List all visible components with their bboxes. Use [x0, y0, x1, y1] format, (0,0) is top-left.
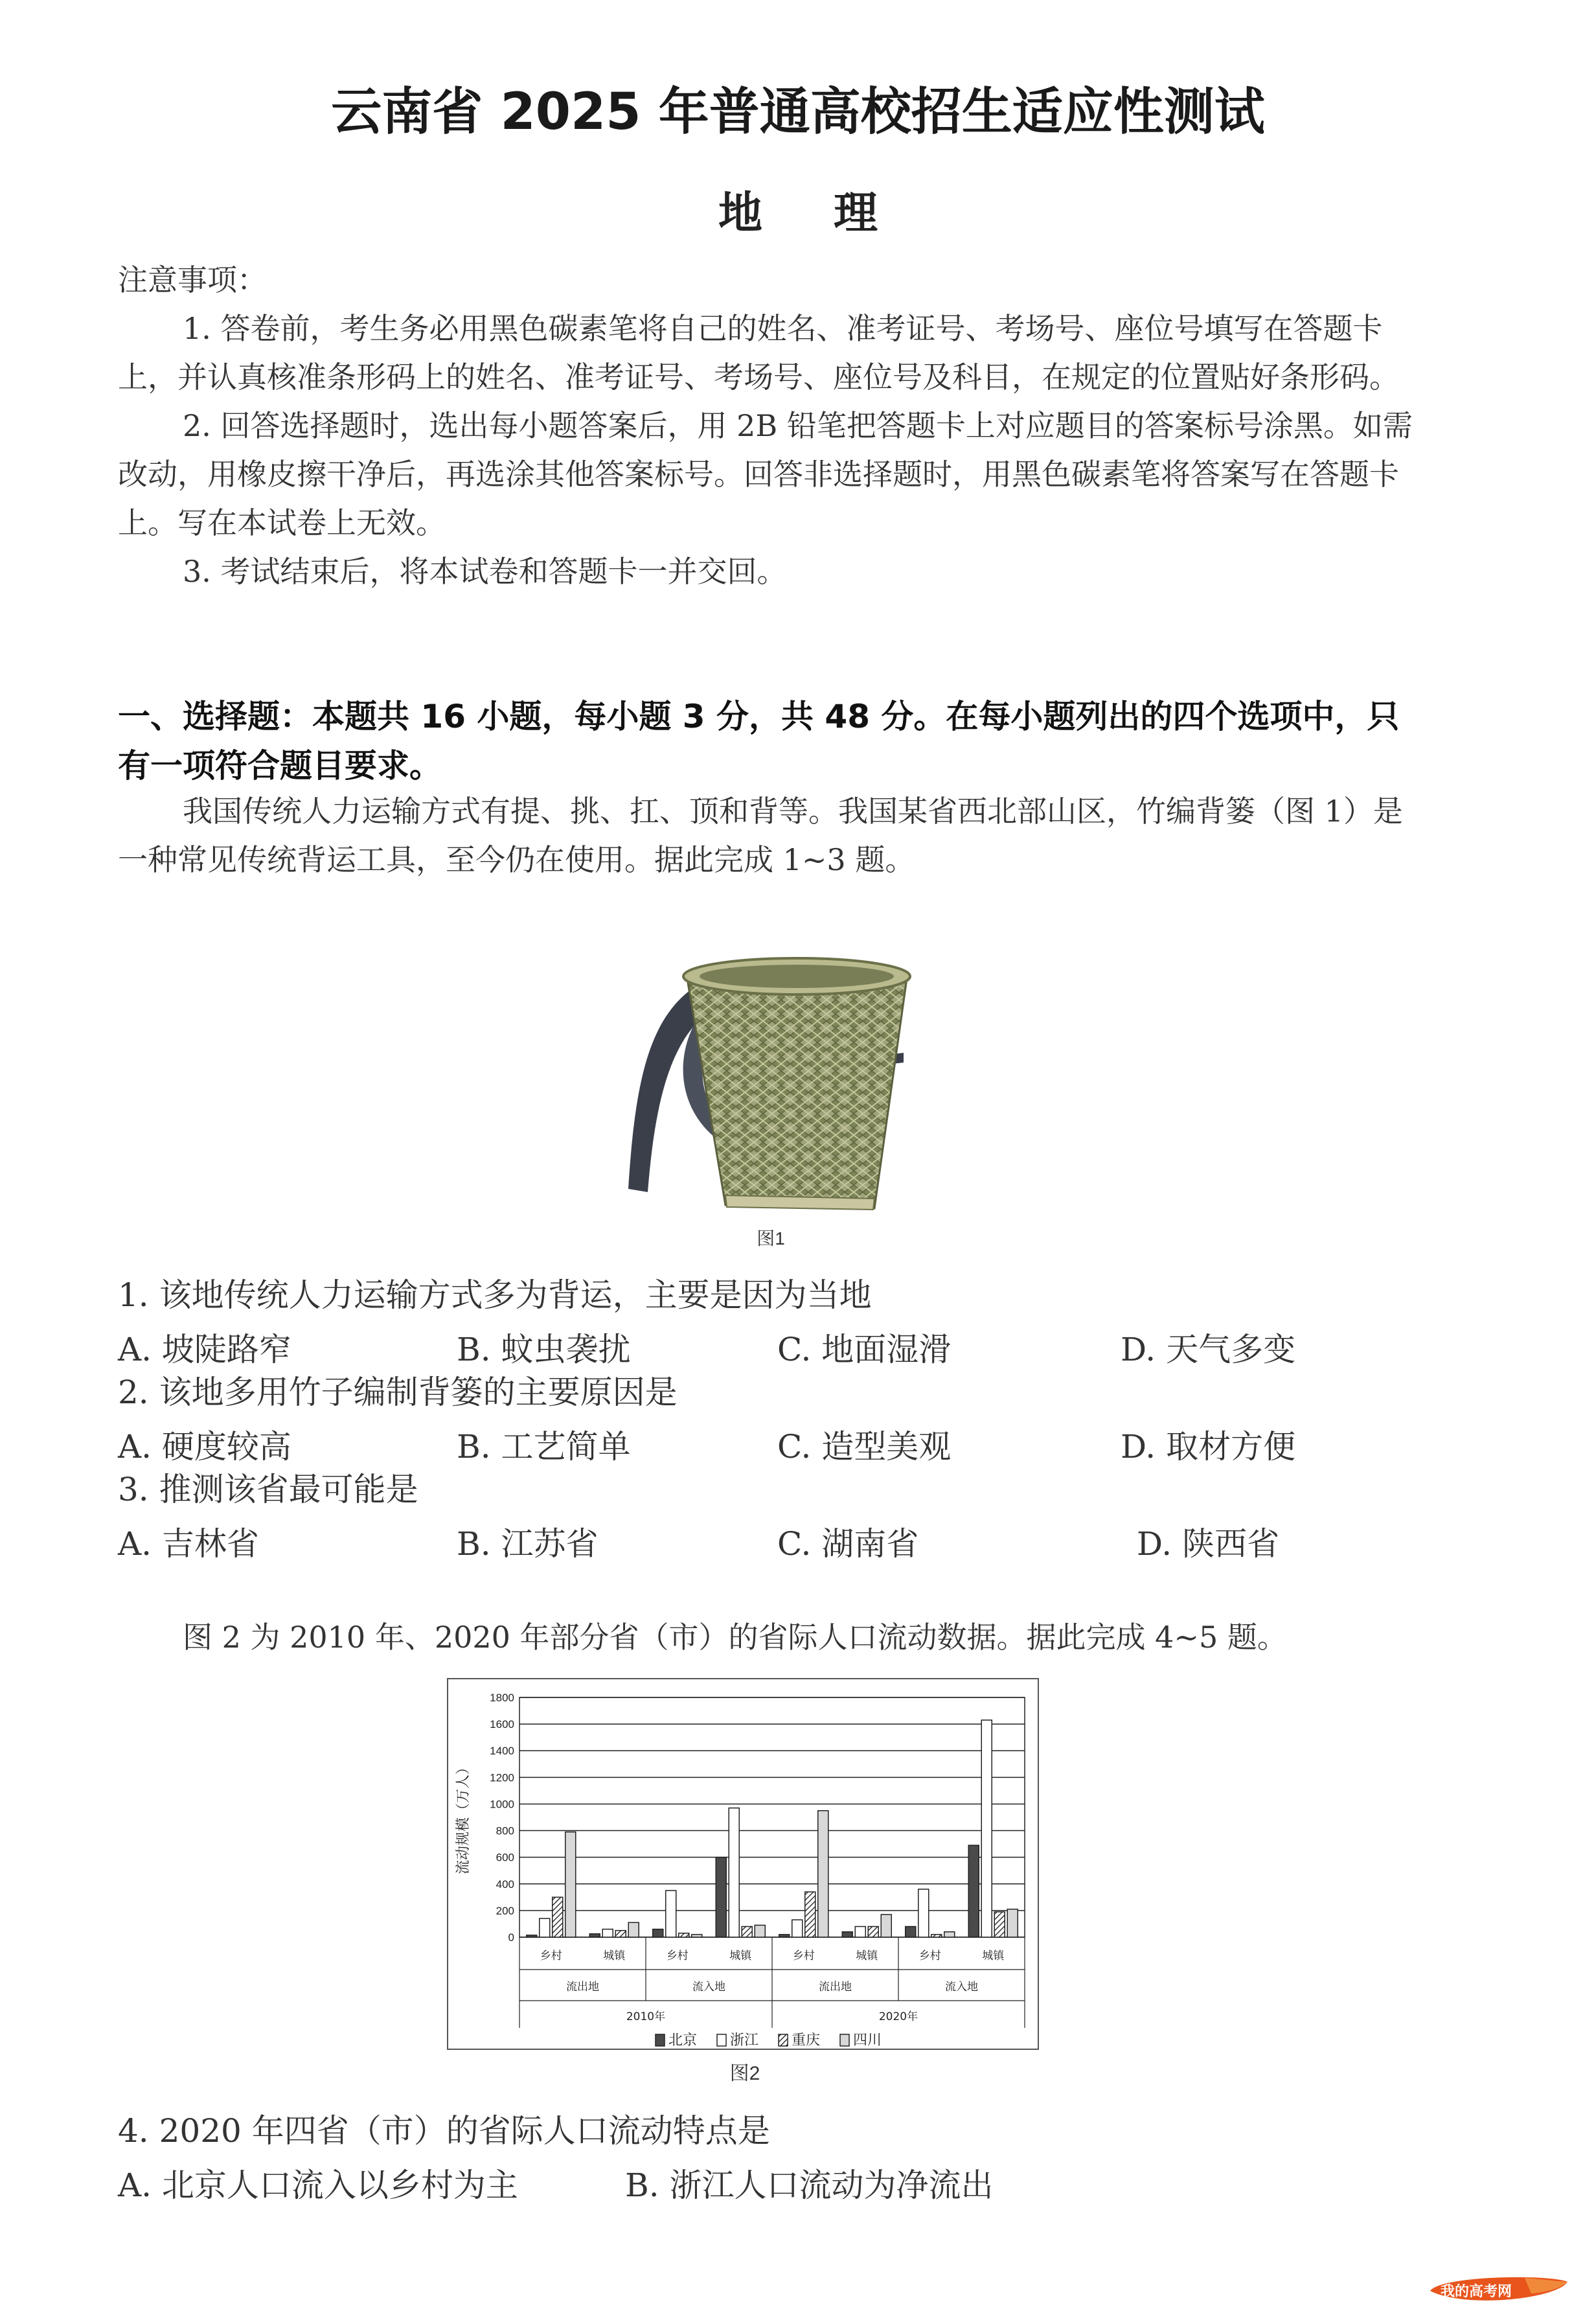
y-tick-label: 800	[496, 1824, 514, 1837]
question-2-stem: 2. 该地多用竹子编制背篓的主要原因是	[118, 1374, 678, 1411]
bar-四川	[944, 1932, 955, 1937]
bar-重庆	[553, 1897, 563, 1937]
y-tick-label: 200	[496, 1904, 514, 1917]
figure1-caption: 图1	[757, 1228, 785, 1248]
bar-浙江	[729, 1808, 739, 1937]
bar-北京	[906, 1927, 916, 1937]
bar-四川	[881, 1914, 891, 1937]
q3-option-d: D. 陕西省	[1137, 1525, 1280, 1563]
intro-paragraph	[118, 787, 1413, 884]
bar-四川	[628, 1922, 639, 1937]
bar-北京	[527, 1935, 537, 1937]
site-watermark-logo	[1428, 2273, 1570, 2309]
q2-option-a: A. 硬度较高	[118, 1428, 291, 1466]
notice-item-3: 3. 考试结束后，将本试卷和答题卡一并交回。	[183, 554, 787, 589]
bar-四川	[755, 1925, 765, 1938]
bar-重庆	[868, 1927, 878, 1937]
y-tick-label: 400	[496, 1878, 514, 1891]
x-group-label: 流出地	[566, 1981, 599, 1994]
q1-option-a: A. 坡陡路窄	[118, 1331, 291, 1368]
q2-option-d: D. 取材方便	[1121, 1428, 1296, 1466]
intro2-text: 图 2 为 2010 年、2020 年部分省（市）的省际人口流动数据。据此完成 4~5 题。	[183, 1620, 1287, 1655]
legend-swatch-北京	[656, 2034, 665, 2046]
legend-swatch-浙江	[717, 2034, 726, 2046]
subject-title: 地理	[718, 188, 949, 239]
bar-四川	[565, 1832, 576, 1937]
plot-area-border	[519, 1697, 1025, 1937]
x-group-label: 流入地	[692, 1981, 725, 1994]
figure1-basket-image	[609, 943, 920, 1228]
intro2-paragraph	[118, 1613, 1413, 1662]
x-category-label: 城镇	[729, 1949, 752, 1962]
y-tick-label: 600	[496, 1851, 514, 1864]
x-year-label: 2020年	[878, 2010, 918, 2023]
bar-四川	[1007, 1909, 1018, 1937]
bar-浙江	[540, 1918, 550, 1937]
bar-北京	[842, 1932, 852, 1937]
y-tick-label: 1200	[490, 1771, 514, 1784]
y-axis-label: 流动规模（万人）	[455, 1760, 472, 1875]
bar-浙江	[981, 1720, 992, 1937]
bar-北京	[716, 1857, 726, 1937]
q3-option-a: A. 吉林省	[118, 1525, 259, 1563]
y-tick-label: 1000	[490, 1798, 514, 1811]
page-title: 云南省 2025 年普通高校招生适应性测试	[331, 83, 1265, 141]
x-category-label: 城镇	[982, 1949, 1005, 1962]
x-category-label: 乡村	[540, 1949, 562, 1962]
bar-重庆	[931, 1935, 942, 1937]
legend-label-重庆: 重庆	[792, 2032, 821, 2049]
q3-option-b: B. 江苏省	[457, 1525, 598, 1563]
x-year-label: 2010年	[626, 2010, 666, 2023]
q1-option-b: B. 蚊虫袭扰	[457, 1331, 631, 1368]
bar-北京	[653, 1929, 663, 1937]
bar-重庆	[742, 1927, 752, 1937]
bar-浙江	[602, 1929, 613, 1937]
legend-label-北京: 北京	[668, 2032, 698, 2049]
x-category-label: 城镇	[856, 1949, 878, 1962]
question-4-stem: 4. 2020 年四省（市）的省际人口流动特点是	[118, 2112, 770, 2150]
bar-北京	[779, 1935, 790, 1937]
notice-item-2: 2. 回答选择题时，选出每小题答案后，用 2B 铅笔把答题卡上对应题目的答案标号涂黑。如需改动，用橡皮擦干净后，再选涂其他答案标号。回答非选择题时，用黑色碳素笔将答案写在答题卡上。写在本试卷上无效。	[118, 408, 1413, 540]
bar-北京	[589, 1934, 600, 1937]
question-3-stem: 3. 推测该省最可能是	[118, 1471, 418, 1508]
q1-option-d: D. 天气多变	[1121, 1331, 1296, 1368]
notice-item-1: 1. 答卷前，考生务必用黑色碳素笔将自己的姓名、准考证号、考场号、座位号填写在答题卡上，并认真核准条形码上的姓名、准考证号、考场号、座位号及科目，在规定的位置贴好条形码。	[118, 311, 1399, 395]
bar-浙江	[666, 1891, 676, 1937]
bar-重庆	[615, 1931, 626, 1937]
figure2-caption: 图2	[729, 2063, 760, 2084]
bar-四川	[692, 1935, 702, 1937]
x-category-label: 乡村	[918, 1949, 941, 1962]
intro-text: 我国传统人力运输方式有提、挑、扛、顶和背等。我国某省西北部山区，竹编背篓（图 1）是一种常见传统背运工具，至今仍在使用。据此完成 1~3 题。	[118, 794, 1403, 877]
y-tick-label: 1400	[490, 1745, 514, 1758]
x-group-label: 流入地	[945, 1981, 978, 1994]
notice-block	[118, 256, 1413, 596]
legend-swatch-四川	[840, 2034, 849, 2046]
basket-illustration	[609, 943, 920, 1228]
y-tick-label: 1800	[490, 1692, 514, 1704]
bar-重庆	[994, 1912, 1005, 1937]
population-flow-chart	[448, 1679, 1038, 2049]
legend-swatch-重庆	[779, 2034, 788, 2046]
q2-option-b: B. 工艺简单	[457, 1428, 631, 1466]
q1-option-c: C. 地面湿滑	[777, 1331, 952, 1368]
bar-浙江	[855, 1927, 865, 1937]
bar-浙江	[792, 1920, 803, 1937]
bar-北京	[968, 1845, 979, 1937]
y-tick-label: 0	[508, 1931, 514, 1944]
y-tick-label: 1600	[490, 1718, 514, 1731]
x-category-label: 乡村	[792, 1949, 815, 1962]
x-category-label: 城镇	[603, 1949, 626, 1962]
bar-浙江	[918, 1889, 929, 1937]
q3-option-c: C. 湖南省	[777, 1525, 919, 1563]
watermark-text: 我的高考网	[1441, 2284, 1512, 2300]
legend-label-四川: 四川	[853, 2032, 882, 2049]
legend-label-浙江: 浙江	[730, 2032, 759, 2049]
bar-重庆	[805, 1892, 815, 1937]
x-group-label: 流出地	[819, 1981, 852, 1994]
section-heading: 一、选择题：本题共 16 小题，每小题 3 分，共 48 分。在每小题列出的四个选项中，只有一项符合题目要求。	[118, 698, 1400, 785]
bar-四川	[818, 1811, 828, 1937]
question-1-stem: 1. 该地传统人力运输方式多为背运，主要是因为当地	[118, 1276, 872, 1314]
q4-option-a: A. 北京人口流入以乡村为主	[118, 2167, 518, 2204]
figure2-chart-frame	[447, 1678, 1039, 2050]
q4-option-b: B. 浙江人口流动为净流出	[625, 2167, 994, 2204]
bar-重庆	[679, 1933, 689, 1937]
q2-option-c: C. 造型美观	[777, 1428, 952, 1466]
notice-heading: 注意事项：	[118, 262, 267, 297]
x-category-label: 乡村	[666, 1949, 689, 1962]
